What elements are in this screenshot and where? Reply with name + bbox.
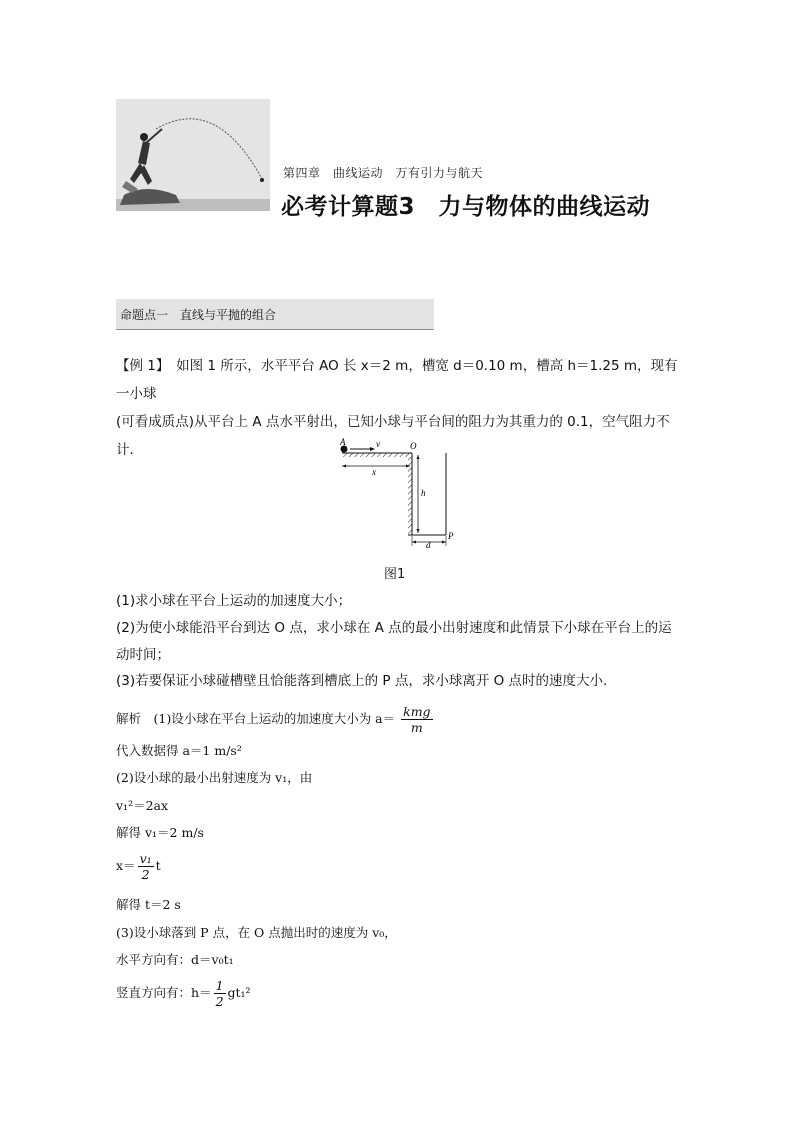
solution-line-5: 解得 v₁＝2 m/s — [116, 825, 204, 840]
question-1: (1)求小球在平台上运动的加速度大小； — [116, 593, 352, 609]
question-2-cont: 动时间； — [116, 647, 170, 663]
label-O: O — [410, 441, 417, 451]
chapter-heading: 第四章 曲线运动 万有引力与航天 — [283, 166, 484, 180]
fraction-1-over-2: $\frac{1}{2}$ — [215, 978, 224, 1009]
slot-wall-hatch — [408, 453, 412, 535]
problem-line-1: 【例 1】 如图 1 所示，水平平台 AO 长 x＝2 m，槽宽 d＝0.10 m，槽高 h＝1.25 m，现有一小球 — [116, 358, 678, 402]
label-d: d — [426, 540, 431, 550]
example-tag: 【例 1】 — [116, 358, 163, 374]
label-P: P — [448, 531, 454, 541]
solution-line-6: x＝ $\frac{\text{v₁}}{2}$ t — [116, 851, 161, 882]
solution-line-1: 解析 (1)设小球在平台上运动的加速度大小为 a＝ $\frac{\text{kmg}}{m}$ — [116, 704, 431, 735]
solution-line-8: (3)设小球落到 P 点，在 O 点抛出时的速度为 v₀， — [116, 925, 397, 940]
problem-line-2: (可看成质点)从平台上 A 点水平射出，已知小球与平台间的阻力为其重力的 0.1，空气阻力不 — [116, 414, 670, 430]
platform-hatch — [342, 453, 408, 457]
label-A: A — [340, 437, 346, 447]
label-x: x — [372, 467, 376, 477]
chapter-cover-image — [116, 99, 270, 211]
solution-line-4: v₁²＝2ax — [116, 798, 169, 813]
fraction-kmg-over-m: $\frac{\text{kmg}}{m}$ — [403, 704, 431, 735]
figure-1-diagram — [330, 436, 470, 550]
solution-line-3: (2)设小球的最小出射速度为 v₁，由 — [116, 770, 313, 785]
solution-line-2: 代入数据得 a＝1 m/s² — [116, 743, 242, 758]
question-2: (2)为使小球能沿平台到达 O 点，求小球在 A 点的最小出射速度和此情景下小球在平台上的运 — [116, 620, 672, 636]
page-title: 必考计算题3 力与物体的曲线运动 — [281, 194, 651, 220]
figure-caption: 图1 — [384, 567, 406, 582]
label-h: h — [421, 488, 426, 498]
question-3: (3)若要保证小球碰槽壁且恰能落到槽底上的 P 点，求小球离开 O 点时的速度大小． — [116, 673, 617, 689]
section-label: 命题点一 直线与平抛的组合 — [120, 308, 277, 322]
section-bar — [116, 299, 434, 330]
label-v: v — [376, 439, 380, 449]
solution-line-10: 竖直方向有：h＝ $\frac{1}{2}$ gt₁² — [116, 978, 251, 1009]
solution-line-9: 水平方向有：d＝v₀t₁ — [116, 952, 234, 967]
fraction-v1-over-2: $\frac{\text{v₁}}{2}$ — [139, 851, 152, 882]
velocity-arrowhead — [370, 447, 375, 451]
stone-throw-illustration — [116, 99, 270, 211]
problem-line-3: 计． — [116, 442, 143, 458]
solution-line-7: 解得 t＝2 s — [116, 897, 181, 912]
